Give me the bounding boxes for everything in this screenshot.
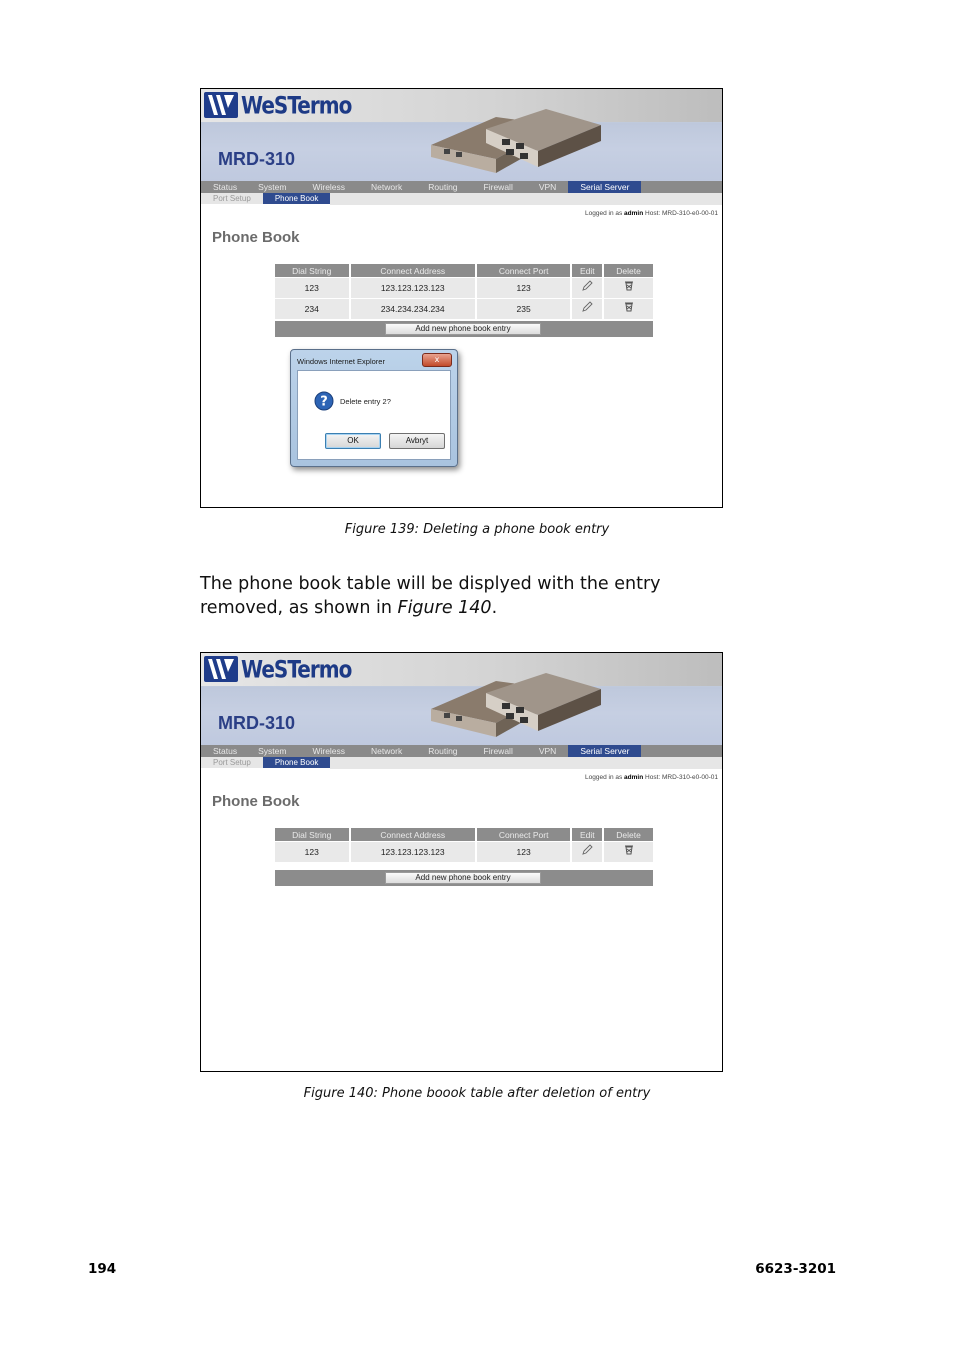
nav-firewall[interactable]: Firewall <box>483 746 513 756</box>
device-image <box>426 671 606 743</box>
cell-connect-port: 123 <box>476 278 571 299</box>
header-banner <box>201 653 723 745</box>
table-row <box>275 842 653 863</box>
add-phone-book-entry-button[interactable]: Add new phone book entry <box>385 872 541 884</box>
cell-dial-string: 123 <box>275 278 350 299</box>
westermo-logo-icon <box>204 92 238 118</box>
edit-icon[interactable] <box>571 299 603 320</box>
edit-icon[interactable] <box>571 842 603 863</box>
nav-system[interactable]: System <box>258 746 287 756</box>
header-delete: Delete <box>603 828 653 842</box>
delete-icon[interactable] <box>603 278 653 299</box>
phone-book-table <box>275 264 653 319</box>
svg-text:?: ? <box>320 394 328 410</box>
subnav-port-setup[interactable]: Port Setup <box>201 193 263 204</box>
table-header-row <box>275 828 653 842</box>
header-connect-port: Connect Port <box>476 264 571 278</box>
nav-status[interactable]: Status <box>213 746 238 756</box>
sub-nav <box>201 193 723 205</box>
subnav-phone-book[interactable]: Phone Book <box>263 757 331 768</box>
cell-connect-port: 235 <box>476 299 571 320</box>
header-connect-address: Connect Address <box>350 264 476 278</box>
nav-network[interactable]: Network <box>371 182 403 192</box>
nav-status[interactable]: Status <box>213 182 238 192</box>
login-status: Logged in as admin Host: MRD-310-e0-00-01 <box>585 774 718 781</box>
cell-connect-port: 123 <box>476 842 571 863</box>
product-name: MRD-310 <box>218 713 296 733</box>
table-header-row <box>275 264 653 278</box>
nav-firewall[interactable]: Firewall <box>483 182 513 192</box>
sub-nav <box>201 757 723 769</box>
nav-system[interactable]: System <box>258 182 287 192</box>
cell-dial-string: 123 <box>275 842 350 863</box>
dialog-body <box>297 370 451 460</box>
cancel-button[interactable]: Avbryt <box>389 433 445 449</box>
cell-dial-string: 234 <box>275 299 350 320</box>
cell-connect-address: 123.123.123.123 <box>350 278 476 299</box>
logo-text: WeSTermo <box>241 90 352 120</box>
figure-140-caption: Figure 140: Phone boook table after deletion of entry <box>303 1086 651 1101</box>
login-status: Logged in as admin Host: MRD-310-e0-00-01 <box>585 210 718 217</box>
add-entry-bar <box>275 870 653 886</box>
logo-text: WeSTermo <box>241 654 352 684</box>
westermo-logo-icon <box>204 656 238 682</box>
document-number: 6623-3201 <box>755 1261 836 1277</box>
figure-139-screenshot <box>200 88 723 508</box>
westermo-logo <box>204 91 351 119</box>
nav-serial-server[interactable]: Serial Server <box>568 745 641 757</box>
dialog-close-button[interactable]: x <box>422 353 452 367</box>
table-row <box>275 299 653 320</box>
nav-vpn[interactable]: VPN <box>538 182 557 192</box>
header-dial-string: Dial String <box>275 828 350 842</box>
delete-icon[interactable] <box>603 842 653 863</box>
nav-vpn[interactable]: VPN <box>538 746 557 756</box>
body-paragraph: The phone book table will be displyed with the entry removed, as shown in Figure 140. <box>200 574 661 618</box>
nav-routing[interactable]: Routing <box>428 746 458 756</box>
cell-connect-address: 123.123.123.123 <box>350 842 476 863</box>
nav-wireless[interactable]: Wireless <box>312 182 346 192</box>
header-connect-port: Connect Port <box>476 828 571 842</box>
nav-network[interactable]: Network <box>371 746 403 756</box>
figure-139-caption: Figure 139: Deleting a phone book entry <box>344 522 610 537</box>
dialog-message: Delete entry 2? <box>340 397 391 406</box>
main-nav <box>201 181 723 193</box>
dialog-title: Windows Internet Explorer <box>297 357 385 366</box>
header-edit: Edit <box>571 828 603 842</box>
subnav-port-setup[interactable]: Port Setup <box>201 757 263 768</box>
page-title: Phone Book <box>212 793 300 810</box>
nav-routing[interactable]: Routing <box>428 182 458 192</box>
delete-icon[interactable] <box>603 299 653 320</box>
phone-book-table <box>275 828 653 862</box>
header-dial-string: Dial String <box>275 264 350 278</box>
header-edit: Edit <box>571 264 603 278</box>
edit-icon[interactable] <box>571 278 603 299</box>
table-row <box>275 278 653 299</box>
add-entry-bar <box>275 321 653 337</box>
figure-reference: Figure 140 <box>397 598 492 618</box>
subnav-phone-book[interactable]: Phone Book <box>263 193 331 204</box>
device-image <box>426 107 606 179</box>
figure-140-screenshot <box>200 652 723 1072</box>
page-title: Phone Book <box>212 229 300 246</box>
page-number: 194 <box>88 1261 117 1277</box>
confirm-dialog <box>290 349 458 467</box>
ok-button[interactable]: OK <box>325 433 381 449</box>
nav-wireless[interactable]: Wireless <box>312 746 346 756</box>
header-connect-address: Connect Address <box>350 828 476 842</box>
header-delete: Delete <box>603 264 653 278</box>
question-icon <box>314 391 334 411</box>
westermo-logo <box>204 655 351 683</box>
product-name: MRD-310 <box>218 149 296 169</box>
header-banner <box>201 89 723 181</box>
nav-serial-server[interactable]: Serial Server <box>568 181 641 193</box>
cell-connect-address: 234.234.234.234 <box>350 299 476 320</box>
add-phone-book-entry-button[interactable]: Add new phone book entry <box>385 323 541 335</box>
main-nav <box>201 745 723 757</box>
